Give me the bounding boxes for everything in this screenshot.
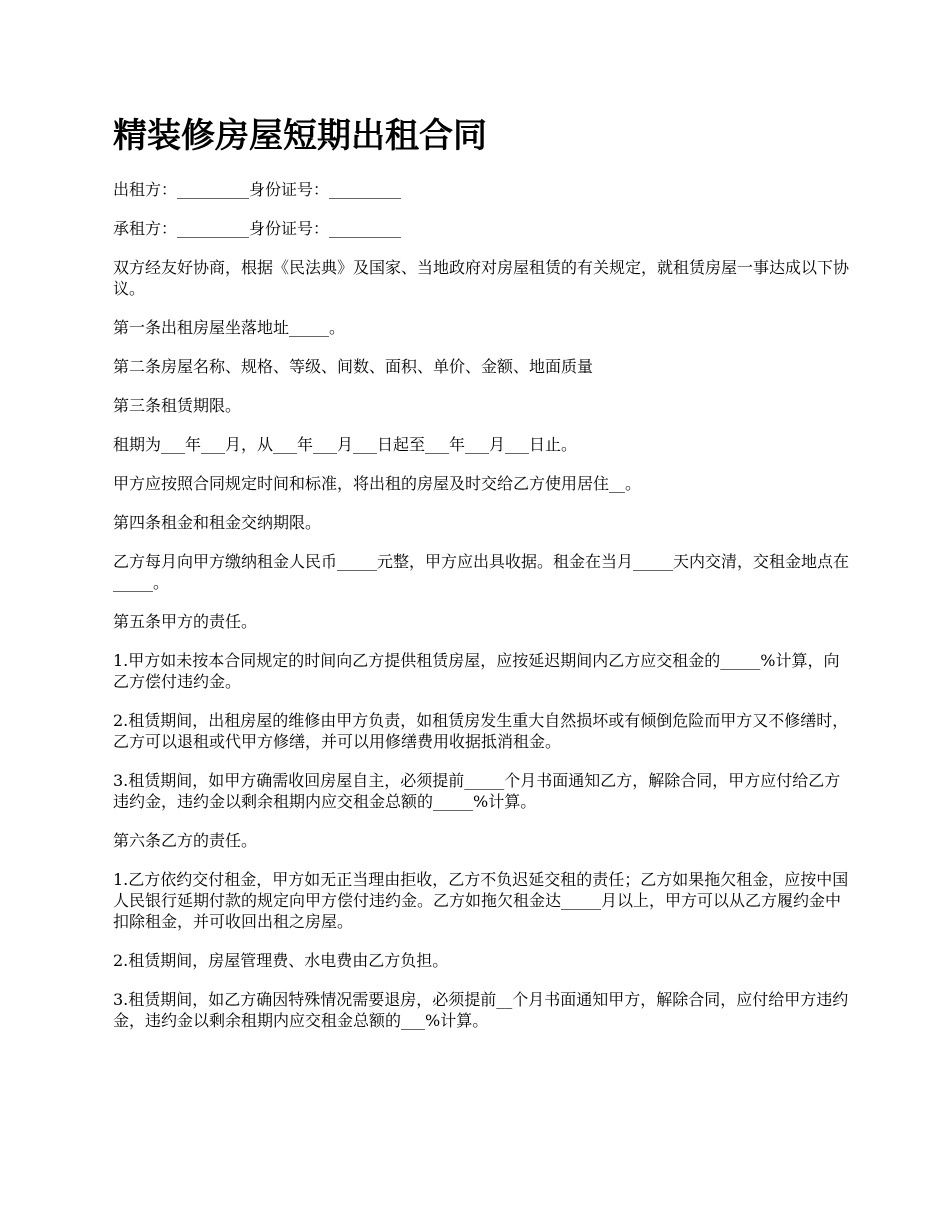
article-3-heading: 第三条租赁期限。 — [113, 396, 242, 415]
document-title: 精装修房屋短期出租合同 — [113, 116, 487, 156]
lessor-line: 出租方：_________身份证号：_________ — [113, 180, 402, 199]
lessor-duty-2: 2.租赁期间，出租房屋的维修由甲方负责，如租赁房发生重大自然损坏或有倾倒危险而甲方又不修缮时，乙方可以退租或代甲方修缮，并可以用修缮费用收据抵消租金。 — [113, 711, 849, 751]
lessee-line: 承租方：_________身份证号：_________ — [113, 219, 402, 238]
article-5-heading: 第五条甲方的责任。 — [113, 612, 258, 631]
article-1-address: 第一条出租房屋坐落地址_____。 — [113, 318, 346, 337]
lease-term-paragraph: 租期为___年___月，从___年___月___日起至___年___月___日止。 — [113, 435, 578, 454]
lessee-duty-2: 2.租赁期间，房屋管理费、水电费由乙方负担。 — [113, 951, 449, 970]
lessee-duty-1: 1.乙方依约交付租金，甲方如无正当理由拒收，乙方不负迟延交租的责任；乙方如果拖欠租金，应按中国人民银行延期付款的规定向甲方偿付违约金。乙方如拖欠租金达_____月以上，甲方可以从乙方履约金中扣除租金，并可收回出租之房屋。 — [113, 870, 849, 931]
preamble-paragraph: 双方经友好协商，根据《民法典》及国家、当地政府对房屋租赁的有关规定，就租赁房屋一事达成以下协议。 — [113, 258, 850, 298]
article-2-house-details: 第二条房屋名称、规格、等级、间数、面积、单价、金额、地面质量 — [113, 357, 594, 376]
contract-document — [113, 110, 855, 1049]
article-4-heading: 第四条租金和租金交纳期限。 — [113, 513, 322, 532]
handover-paragraph: 甲方应按照合同规定时间和标准，将出租的房屋及时交给乙方使用居住__。 — [113, 474, 642, 493]
rent-payment-paragraph: 乙方每月向甲方缴纳租金人民币_____元整，甲方应出具收据。租金在当月_____天内交清，交租金地点在_____。 — [113, 552, 850, 592]
lessor-duty-3: 3.租赁期间，如甲方确需收回房屋自主，必须提前_____个月书面通知乙方，解除合同，甲方应付给乙方违约金，违约金以剩余租期内应交租金总额的_____%计算。 — [113, 771, 841, 811]
article-6-heading: 第六条乙方的责任。 — [113, 831, 258, 850]
lessee-duty-3: 3.租赁期间，如乙方确因特殊情况需要退房，必须提前__个月书面通知甲方，解除合同，应付给甲方违约金，违约金以剩余租期内应交租金总额的___%计算。 — [113, 990, 849, 1030]
lessor-duty-1: 1.甲方如未按本合同规定的时间向乙方提供租赁房屋，应按延迟期间内乙方应交租金的_____%计算，向乙方偿付违约金。 — [113, 651, 840, 691]
